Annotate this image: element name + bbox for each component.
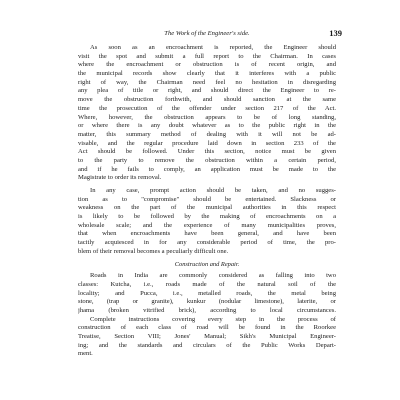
paragraph-prompt-action (78, 187, 336, 257)
text-line: is likely to be followed by the making of encroachments on a (78, 213, 336, 221)
text-line: right of way, the Chairman need feel no hesitation in disregarding (78, 78, 336, 86)
text-line: or where there is any doubt whatever as to the public right in the (78, 122, 336, 130)
text-line: and if he fails to comply, an application must be made to the (78, 165, 336, 173)
running-head (78, 28, 342, 40)
text-line: wholesale scale; and the experience of many municipalities proves, (78, 221, 336, 229)
text-line: ment. (78, 350, 93, 358)
text-line: time the prosecution of the offender under section 217 of the Act. (78, 104, 336, 112)
text-line: that when encroachments have been general, and have been (78, 230, 336, 238)
text-line: ing; and the standards and circulars of the Public Works Depart- (78, 341, 336, 349)
text-line: weakness on the part of the municipal authorities in this respect (78, 204, 336, 212)
text-line: where the encroachment or obstruction is of recent origin, and (78, 61, 336, 69)
text-line: tacitly acquiesced in for any considerable period of time, the pro- (78, 239, 336, 247)
text-line: Treatise, Section VIII; Jones' Manual; Sikh's Municipal Engineer- (78, 333, 336, 341)
text-line: Where, however, the obstruction appears to be of long standing, (78, 113, 336, 121)
text-line: construction of each class of road will be found in the Roorkee (78, 324, 336, 332)
text-line: stone, (trap or granite), kunkur (nodular limestone), laterite, or (78, 298, 336, 306)
text-line: Roads in India are commonly considered as falling into two (90, 272, 336, 280)
text-line: move the obstruction forthwith, and should sanction at the same (78, 96, 336, 104)
text-line: matter, this summary method of dealing with it will not be ad- (78, 130, 336, 138)
paragraph-roads (78, 272, 336, 359)
text-line: classes: Kutcha, i.e., roads made of the natural soil of the (78, 280, 336, 288)
text-line: As soon as an encroachment is reported, the Engineer should (90, 44, 336, 51)
text-line: blem of their removal becomes a peculiarly difficult one. (78, 247, 229, 255)
text-line: visable, and the regular procedure laid down in section 233 of the (78, 139, 336, 147)
book-page (78, 28, 342, 359)
text-line: Act should be followed. Under this section, notice must be given (78, 148, 336, 156)
section-heading: Construction and Repair. (174, 260, 240, 268)
text-line: locality; and Pucca, i.e., metalled roads, the metal being (78, 289, 336, 297)
paragraph-encroachment-procedure (78, 44, 336, 183)
text-line: any plea of title or right, and should direct the Engineer to re- (78, 87, 336, 95)
running-title: The Work of the Engineer's side. (164, 30, 250, 37)
text-line: Complete instructions covering every step in the process of (90, 315, 336, 323)
page-number: 139 (329, 28, 342, 38)
text-line: the municipal records show clearly that it interferes with a public (78, 70, 336, 78)
text-line: Magistrate to order its removal. (78, 174, 162, 182)
text-line: visit the spot and submit a full report to the Chairman. In cases (78, 52, 336, 60)
text-line: In any case, prompt action should be taken, and no sugges- (90, 187, 336, 194)
text-line: to the party to remove the obstruction within a certain period, (78, 156, 336, 164)
text-line: jhama (broken vitrified brick), according to local circumstances. (78, 306, 336, 314)
text-line: tion as to "compromise" should be entertained. Slackness or (78, 195, 336, 203)
